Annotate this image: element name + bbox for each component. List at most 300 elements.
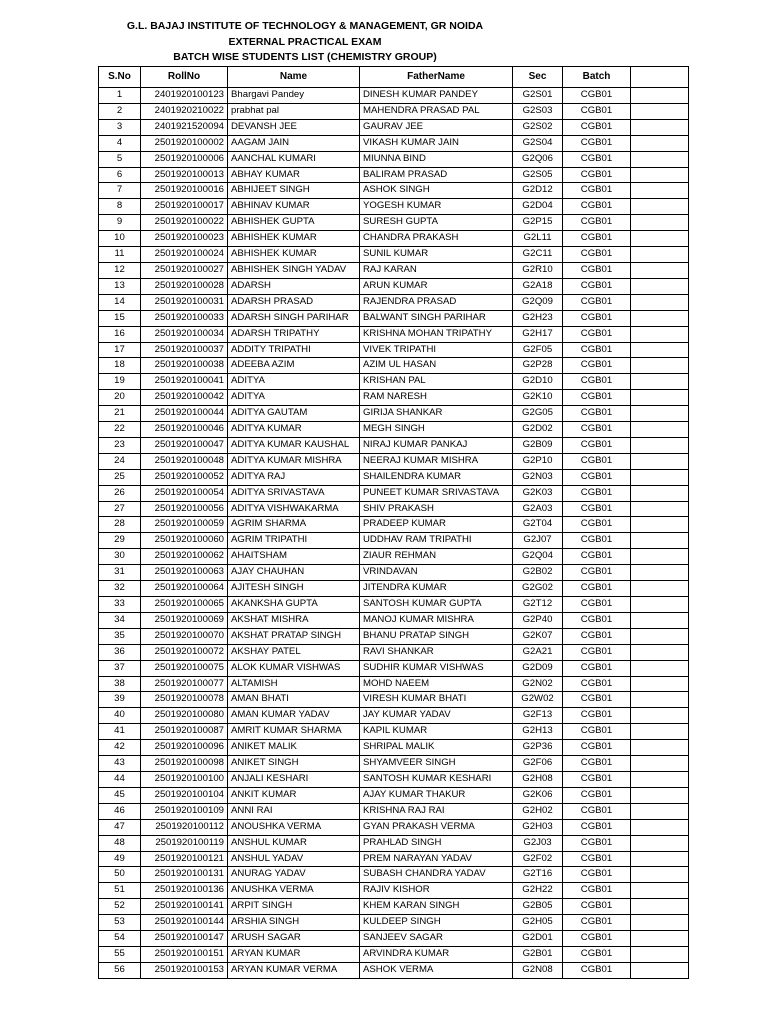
cell-fathername: NIRAJ KUMAR PANKAJ [360,437,513,453]
cell-sno: 1 [99,88,141,104]
cell-rollno: 2501920100121 [141,851,228,867]
cell-sec: G2B09 [513,437,563,453]
table-row [99,374,689,390]
cell-name: AKSHAT MISHRA [228,612,360,628]
cell-sec: G2A03 [513,501,563,517]
cell-sno: 17 [99,342,141,358]
table-row [99,549,689,565]
cell-fathername: MIUNNA BIND [360,151,513,167]
cell-sno: 45 [99,787,141,803]
cell-batch: CGB01 [563,262,631,278]
cell-blank [631,644,689,660]
cell-batch: CGB01 [563,692,631,708]
cell-sec: G2S03 [513,103,563,119]
cell-batch: CGB01 [563,533,631,549]
cell-fathername: SURESH GUPTA [360,215,513,231]
cell-sec: G2H05 [513,915,563,931]
cell-rollno: 2501920100046 [141,422,228,438]
cell-sec: G2J07 [513,533,563,549]
cell-sno: 55 [99,946,141,962]
cell-name: ABHAY KUMAR [228,167,360,183]
cell-blank [631,692,689,708]
cell-batch: CGB01 [563,915,631,931]
cell-rollno: 2501920100048 [141,453,228,469]
table-row [99,771,689,787]
table-row [99,88,689,104]
cell-blank [631,294,689,310]
cell-batch: CGB01 [563,469,631,485]
cell-sec: G2W02 [513,692,563,708]
cell-rollno: 2501920100028 [141,278,228,294]
cell-sec: G2D04 [513,199,563,215]
cell-rollno: 2501920100153 [141,962,228,978]
cell-rollno: 2501920100087 [141,724,228,740]
cell-blank [631,724,689,740]
cell-blank [631,835,689,851]
cell-sec: G2S01 [513,88,563,104]
cell-rollno: 2501920100024 [141,247,228,263]
cell-sno: 28 [99,517,141,533]
cell-fathername: AZIM UL HASAN [360,358,513,374]
cell-batch: CGB01 [563,183,631,199]
cell-batch: CGB01 [563,310,631,326]
cell-sec: G2K06 [513,787,563,803]
cell-fathername: RAJENDRA PRASAD [360,294,513,310]
cell-name: AKSHAY PATEL [228,644,360,660]
cell-fathername: MANOJ KUMAR MISHRA [360,612,513,628]
cell-batch: CGB01 [563,390,631,406]
cell-name: ARYAN KUMAR [228,946,360,962]
cell-batch: CGB01 [563,215,631,231]
table-row [99,342,689,358]
cell-rollno: 2501920100065 [141,597,228,613]
cell-rollno: 2501920100070 [141,628,228,644]
cell-sno: 36 [99,644,141,660]
cell-blank [631,946,689,962]
cell-sec: G2H13 [513,724,563,740]
cell-sno: 29 [99,533,141,549]
list-title: BATCH WISE STUDENTS LIST (CHEMISTRY GROUP) [173,51,437,63]
cell-fathername: SHYAMVEER SINGH [360,756,513,772]
cell-rollno: 2501920100141 [141,899,228,915]
cell-name: ANNI RAI [228,803,360,819]
cell-sno: 47 [99,819,141,835]
table-row [99,501,689,517]
cell-sec: G2H08 [513,771,563,787]
cell-sec: G2K07 [513,628,563,644]
cell-batch: CGB01 [563,835,631,851]
cell-name: ADDITY TRIPATHI [228,342,360,358]
cell-blank [631,915,689,931]
column-header-batch: Batch [563,67,631,88]
cell-name: ADARSH TRIPATHY [228,326,360,342]
cell-rollno: 2501920100041 [141,374,228,390]
cell-sec: G2A18 [513,278,563,294]
cell-fathername: RAJIV KISHOR [360,883,513,899]
cell-sec: G2P40 [513,612,563,628]
table-row [99,422,689,438]
cell-blank [631,151,689,167]
cell-sno: 52 [99,899,141,915]
cell-blank [631,437,689,453]
cell-blank [631,358,689,374]
table-row [99,119,689,135]
cell-rollno: 2501920100151 [141,946,228,962]
cell-rollno: 2501920100037 [141,342,228,358]
cell-fathername: PRADEEP KUMAR [360,517,513,533]
table-row [99,231,689,247]
cell-blank [631,374,689,390]
cell-sec: G2B01 [513,946,563,962]
cell-blank [631,135,689,151]
cell-blank [631,278,689,294]
cell-name: ARUSH SAGAR [228,931,360,947]
cell-rollno: 2501920100078 [141,692,228,708]
cell-fathername: GAURAV JEE [360,119,513,135]
cell-sno: 42 [99,740,141,756]
cell-sno: 32 [99,581,141,597]
table-row [99,724,689,740]
cell-rollno: 2501920100104 [141,787,228,803]
cell-batch: CGB01 [563,883,631,899]
table-row [99,946,689,962]
table-row [99,215,689,231]
cell-blank [631,215,689,231]
cell-rollno: 2501920100033 [141,310,228,326]
cell-sno: 48 [99,835,141,851]
cell-sec: G2D12 [513,183,563,199]
cell-fathername: KRISHAN PAL [360,374,513,390]
cell-fathername: JITENDRA KUMAR [360,581,513,597]
cell-sec: G2R10 [513,262,563,278]
cell-fathername: SUDHIR KUMAR VISHWAS [360,660,513,676]
cell-batch: CGB01 [563,628,631,644]
cell-batch: CGB01 [563,565,631,581]
cell-batch: CGB01 [563,501,631,517]
cell-rollno: 2501920100131 [141,867,228,883]
table-row [99,326,689,342]
table-row [99,660,689,676]
cell-sno: 37 [99,660,141,676]
cell-sno: 49 [99,851,141,867]
cell-batch: CGB01 [563,771,631,787]
table-row [99,867,689,883]
column-header-rollno: RollNo [141,67,228,88]
cell-name: AJITESH SINGH [228,581,360,597]
cell-sec: G2S04 [513,135,563,151]
cell-batch: CGB01 [563,278,631,294]
table-row [99,103,689,119]
cell-name: ADARSH PRASAD [228,294,360,310]
cell-sec: G2F13 [513,708,563,724]
cell-fathername: SHRIPAL MALIK [360,740,513,756]
cell-name: ANUSHKA VERMA [228,883,360,899]
cell-sno: 21 [99,406,141,422]
cell-blank [631,326,689,342]
cell-name: ANOUSHKA VERMA [228,819,360,835]
cell-sno: 34 [99,612,141,628]
cell-rollno: 2401920100123 [141,88,228,104]
cell-sec: G2K03 [513,485,563,501]
cell-batch: CGB01 [563,597,631,613]
cell-blank [631,899,689,915]
cell-rollno: 2501920100062 [141,549,228,565]
cell-name: ANSHUL KUMAR [228,835,360,851]
cell-batch: CGB01 [563,803,631,819]
cell-name: prabhat pal [228,103,360,119]
cell-sno: 33 [99,597,141,613]
table-row [99,899,689,915]
cell-blank [631,390,689,406]
table-row [99,597,689,613]
cell-batch: CGB01 [563,708,631,724]
cell-name: ADITYA KUMAR MISHRA [228,453,360,469]
table-row [99,708,689,724]
cell-batch: CGB01 [563,931,631,947]
cell-blank [631,247,689,263]
cell-sec: G2C11 [513,247,563,263]
cell-blank [631,660,689,676]
cell-batch: CGB01 [563,851,631,867]
cell-rollno: 2501920100075 [141,660,228,676]
cell-rollno: 2501920100096 [141,740,228,756]
cell-sec: G2T16 [513,867,563,883]
cell-rollno: 2501920100077 [141,676,228,692]
table-row [99,931,689,947]
cell-sno: 16 [99,326,141,342]
cell-batch: CGB01 [563,724,631,740]
cell-rollno: 2501920100038 [141,358,228,374]
cell-fathername: RAVI SHANKAR [360,644,513,660]
cell-rollno: 2501920100063 [141,565,228,581]
cell-sno: 6 [99,167,141,183]
cell-name: ADARSH [228,278,360,294]
cell-fathername: PREM NARAYAN YADAV [360,851,513,867]
cell-sno: 15 [99,310,141,326]
cell-batch: CGB01 [563,167,631,183]
cell-sno: 35 [99,628,141,644]
cell-sno: 43 [99,756,141,772]
cell-rollno: 2401920210022 [141,103,228,119]
cell-sno: 50 [99,867,141,883]
cell-name: ADITYA VISHWAKARMA [228,501,360,517]
cell-sec: G2H02 [513,803,563,819]
cell-rollno: 2501920100060 [141,533,228,549]
table-row [99,644,689,660]
cell-sno: 44 [99,771,141,787]
cell-name: ABHISHEK GUPTA [228,215,360,231]
cell-name: ADITYA RAJ [228,469,360,485]
table-row [99,565,689,581]
cell-blank [631,612,689,628]
cell-fathername: SANJEEV SAGAR [360,931,513,947]
cell-name: ANJALI KESHARI [228,771,360,787]
cell-name: ARPIT SINGH [228,899,360,915]
cell-sec: G2T12 [513,597,563,613]
cell-batch: CGB01 [563,103,631,119]
cell-sec: G2H22 [513,883,563,899]
cell-name: ARYAN KUMAR VERMA [228,962,360,978]
table-row [99,676,689,692]
cell-batch: CGB01 [563,485,631,501]
cell-sno: 27 [99,501,141,517]
cell-rollno: 2501920100059 [141,517,228,533]
cell-name: ADITYA [228,374,360,390]
cell-sec: G2D10 [513,374,563,390]
cell-rollno: 2501920100052 [141,469,228,485]
cell-batch: CGB01 [563,819,631,835]
cell-sno: 24 [99,453,141,469]
cell-name: AHAITSHAM [228,549,360,565]
cell-sec: G2D09 [513,660,563,676]
cell-name: ANKIT KUMAR [228,787,360,803]
cell-sec: G2F06 [513,756,563,772]
students-table [98,66,689,979]
cell-fathername: PRAHLAD SINGH [360,835,513,851]
cell-sec: G2H17 [513,326,563,342]
cell-rollno: 2401921520094 [141,119,228,135]
cell-batch: CGB01 [563,119,631,135]
cell-sec: G2G05 [513,406,563,422]
cell-blank [631,740,689,756]
cell-fathername: SUNIL KUMAR [360,247,513,263]
cell-blank [631,787,689,803]
table-row [99,851,689,867]
cell-name: ANIKET SINGH [228,756,360,772]
cell-sec: G2S02 [513,119,563,135]
cell-name: ABHIJEET SINGH [228,183,360,199]
cell-batch: CGB01 [563,406,631,422]
table-row [99,692,689,708]
table-row [99,183,689,199]
cell-sno: 19 [99,374,141,390]
cell-blank [631,851,689,867]
cell-fathername: ASHOK VERMA [360,962,513,978]
cell-batch: CGB01 [563,231,631,247]
cell-blank [631,501,689,517]
cell-sec: G2Q04 [513,549,563,565]
cell-sec: G2L11 [513,231,563,247]
table-row [99,262,689,278]
cell-sec: G2N02 [513,676,563,692]
column-header-name: Name [228,67,360,88]
cell-batch: CGB01 [563,247,631,263]
cell-name: DEVANSH JEE [228,119,360,135]
cell-name: ADITYA GAUTAM [228,406,360,422]
cell-rollno: 2501920100100 [141,771,228,787]
cell-sno: 56 [99,962,141,978]
cell-name: ABHISHEK KUMAR [228,247,360,263]
cell-sno: 8 [99,199,141,215]
cell-sno: 13 [99,278,141,294]
cell-batch: CGB01 [563,437,631,453]
cell-sec: G2B02 [513,565,563,581]
table-header-row [99,67,689,88]
cell-sec: G2N03 [513,469,563,485]
cell-blank [631,262,689,278]
cell-sec: G2P28 [513,358,563,374]
cell-fathername: MAHENDRA PRASAD PAL [360,103,513,119]
cell-batch: CGB01 [563,787,631,803]
cell-fathername: VIVEK TRIPATHI [360,342,513,358]
cell-rollno: 2501920100042 [141,390,228,406]
cell-sno: 2 [99,103,141,119]
cell-blank [631,867,689,883]
cell-batch: CGB01 [563,453,631,469]
cell-name: AKSHAT PRATAP SINGH [228,628,360,644]
cell-fathername: VIKASH KUMAR JAIN [360,135,513,151]
cell-name: ADITYA [228,390,360,406]
cell-sec: G2J03 [513,835,563,851]
table-row [99,835,689,851]
cell-sec: G2P10 [513,453,563,469]
cell-fathername: BALIRAM PRASAD [360,167,513,183]
table-row [99,167,689,183]
cell-batch: CGB01 [563,867,631,883]
table-row [99,883,689,899]
cell-sec: G2Q09 [513,294,563,310]
cell-blank [631,803,689,819]
cell-blank [631,581,689,597]
cell-batch: CGB01 [563,740,631,756]
cell-name: AANCHAL KUMARI [228,151,360,167]
cell-blank [631,88,689,104]
cell-batch: CGB01 [563,135,631,151]
cell-sec: G2H03 [513,819,563,835]
cell-sno: 30 [99,549,141,565]
cell-sno: 31 [99,565,141,581]
cell-sno: 4 [99,135,141,151]
cell-blank [631,771,689,787]
cell-fathername: ZIAUR REHMAN [360,549,513,565]
cell-name: ANSHUL YADAV [228,851,360,867]
cell-sno: 5 [99,151,141,167]
cell-rollno: 2501920100047 [141,437,228,453]
cell-fathername: SANTOSH KUMAR KESHARI [360,771,513,787]
cell-fathername: ARVINDRA KUMAR [360,946,513,962]
table-row [99,756,689,772]
cell-fathername: KRISHNA MOHAN TRIPATHY [360,326,513,342]
cell-name: AJAY CHAUHAN [228,565,360,581]
cell-batch: CGB01 [563,644,631,660]
cell-blank [631,819,689,835]
cell-sno: 41 [99,724,141,740]
cell-fathername: NEERAJ KUMAR MISHRA [360,453,513,469]
cell-batch: CGB01 [563,612,631,628]
cell-batch: CGB01 [563,660,631,676]
cell-sno: 20 [99,390,141,406]
cell-rollno: 2501920100017 [141,199,228,215]
cell-sec: G2K10 [513,390,563,406]
table-row [99,453,689,469]
cell-sec: G2S05 [513,167,563,183]
cell-name: ANURAG YADAV [228,867,360,883]
table-row [99,294,689,310]
cell-sno: 12 [99,262,141,278]
table-row [99,278,689,294]
institute-title: G.L. BAJAJ INSTITUTE OF TECHNOLOGY & MANAGEMENT, GR NOIDA [126,20,484,32]
cell-batch: CGB01 [563,946,631,962]
table-row [99,533,689,549]
cell-fathername: CHANDRA PRAKASH [360,231,513,247]
cell-name: ABHISHEK KUMAR [228,231,360,247]
cell-blank [631,549,689,565]
cell-fathername: RAM NARESH [360,390,513,406]
cell-name: ARSHIA SINGH [228,915,360,931]
cell-fathername: SANTOSH KUMAR GUPTA [360,597,513,613]
table-row [99,803,689,819]
cell-sec: G2F05 [513,342,563,358]
